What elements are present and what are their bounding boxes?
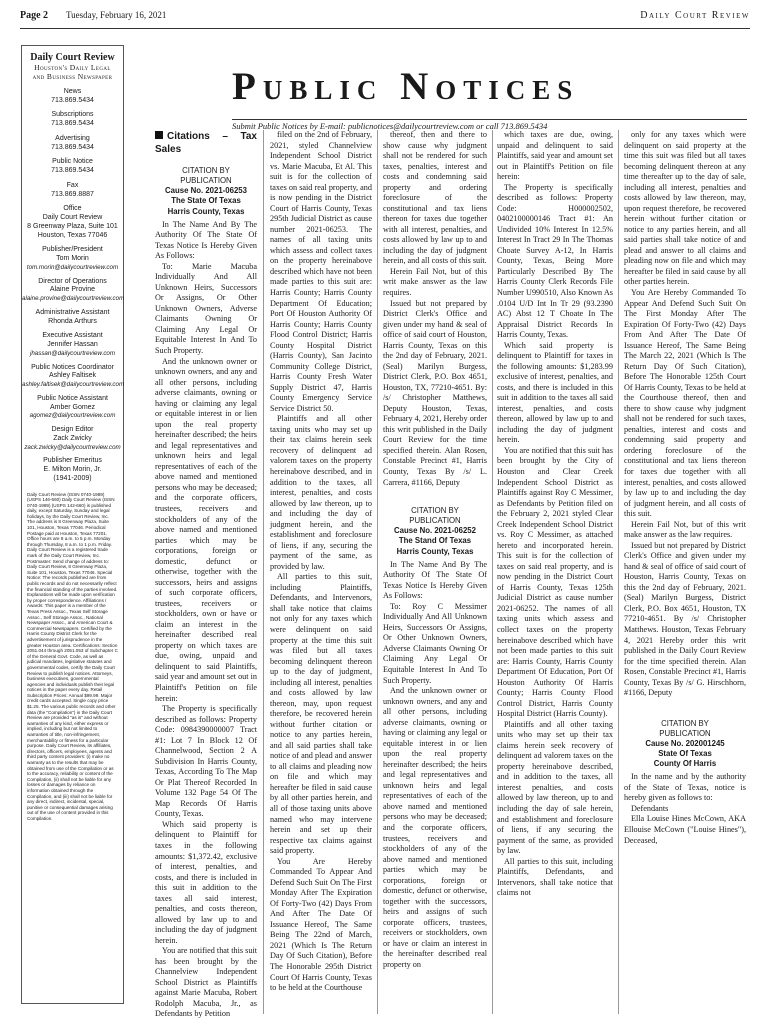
staff-role: Administrative Assistant: [35, 308, 110, 316]
notice-paragraph: All parties to this suit, including Plaintiffs, Defendants, and Intervenors, shall take notice that claims not only for any taxes which were delinquent on said property at the time this suit was filed but all taxes becoming delinquent thereon up to the day of judgment, including all interest, penalties and costs allowed by law thereon, may, upon request therefore, be recovered herein without further citation or notice to any parties herein, and all said parties shall take notice of and plead and answer to all claims and pleading now on file and which may hereafter be filed in said cause by all other parties herein, and all of those taxing units above named who may intervene herein and set up their respective tax claims against said property.: [270, 572, 372, 856]
staff-name: Alaine Provine: [49, 286, 96, 294]
column-rule: [492, 130, 493, 1014]
contact-phone: 713.869.5434: [51, 167, 94, 174]
citation-line-2: PUBLICATION: [180, 176, 232, 186]
notice-paragraph: You Are Hereby Commanded To Appear And Defend Such Suit On The First Monday After The Expiration Of Forty-Two (42) Days From And After The Date Of Issuance Hereof, The Same Being The March 22, 2021 (Which Is The Return Day Of Such Citation), Before The Honorable 125th Court Of Harris County, Texas to be held at the Courthouse thereof, then and there to show cause why judgment shall not be rendered for such taxes, penalties, interest and costs and condemning said property and ordering foreclosure of the constitutional and tax liens thereon for taxes due together with all interest, penalties, and costs allowed by law up to and including the day of judgment herein, and all costs of this suit.: [624, 287, 746, 519]
notice-paragraph: Which said property is delinquent to Plaintiff for taxes in the following amounts: $1,283.99 exclusive of interest, penalties, and costs, and there is included in this suit in addition to the taxes all said interest, penalties, and costs thereon, allowed by law up to and including the day of judgment herein.: [497, 340, 613, 445]
contact-blocks: [22, 88, 123, 200]
notice-paragraph: The Property is specifically described as follows: Property Code: H000002502, 0402100000146 Tract #1: An Undivided 10% Interest In 12.5% Interest In Tract 29 In The Thomas Choate Survey A-12, In Harris County, Texas, Being More Particularly Described By The Harris County Clerk Records File Number U990510, Also Known As .0104 U/D Int In Tr 29 (93.2390 AC) Abst 12 T Choate In The Appraisal District Records In Harris County, Texas.: [497, 182, 613, 340]
staff-entry: [22, 364, 123, 389]
notice-paragraph: To: Marie Macuba Individually And All Unknown Heirs, Successors Or Assigns, Or Other Unknown Owners, Adverse Claimants Owning Or Claiming Any Legal Or Equitable Interest In And To Such Property.: [155, 261, 257, 355]
contact-block: [22, 88, 123, 106]
notice-paragraph: Issued but not prepared by District Clerk's Office and given under my hand & seal of office of said court of Houston, Harris County, Texas on this the 2nd day of February, 2021. (Seal) Marilyn Burgess, District Clerk, P.O. Box 4651, Houston, TX, 77210-4651. By: /s/ Christopher Matthews, Deputy Houston, Texas, February 4, 2021, Hereby order this writ published in the Daily Court Review for the time specified therein. Alan Rosen, Constable Precinct #1, Harris County, Texas By /s/ L. Carrera, #1166, Deputy: [383, 298, 487, 487]
emeritus-years: (1941-2009): [53, 474, 92, 482]
citation-line-2: PUBLICATION: [659, 728, 711, 738]
notice-paragraph: Plaintiffs and all other taxing units who may set up their tax claims herein seek recovery of delinquent ad valorem taxes on the property hereinabove described, and in addition to the taxes, all interest penalties, and costs allowed by law thereon, up to and including the day of sale herein, and establishment and foreclosure of liens, if any securing the payment of the same, as provided by law.: [497, 719, 613, 856]
staff-email[interactable]: agomez@dailycourtreview.com: [29, 412, 116, 420]
notice-paragraph: And the unknown owner or unknown owners, and any and all other persons, including adverse claimants, owning or having or claiming any legal or equitable interest in or lien upon the real property hereinafter described; the heirs and legal representatives and unknown heirs and legal representatives of each of the above named and mentioned persons who may be deceased; and the corporate officers, trustees, receivers and stockholders of any of the above named and mentioned parties which may be corporations, foreign or domestic, defunct or otherwise, together with the successors, heirs and assigns of such corporate officers, trustees, receivers or stockholders, own or have or claim an interest in the hereinafter described real property on: [383, 686, 487, 969]
notice-paragraph: which taxes are due, owing, unpaid and delinquent to said Plaintiffs, said year and amount set out in Plaintiff's Petition on file herein:: [497, 130, 613, 182]
notice-paragraph: Issued but not prepared by District Clerk's Office and given under my hand & seal of office of said court of Houston, Harris County, Texas on this the 2nd day of February, 2021. (Seal) Marilyn Burgess, District Clerk, P.O. Box 4651, Houston, TX 77210-4651. By /s/ Christopher Matthews. Houston, Texas February 4, 2021 Hereby order this writ published in the Daily Court Review for the time specified therein. Alan Rosen, Constable Precinct #1, Harris County, Texas By /s/ G. Hirschhorn, #1166, Deputy: [624, 540, 746, 698]
citation-header: [155, 166, 257, 217]
citation-line-5: County Of Harris: [653, 759, 717, 769]
contact-phone: 713.869.5434: [51, 120, 94, 127]
staff-name: Ashley Faltisek: [48, 372, 97, 380]
column-3-body-b: [383, 560, 487, 971]
cause-number: Cause No. 202001245: [645, 738, 725, 748]
citation-line-5: Harris County, Texas: [167, 206, 245, 216]
staff-name: Amber Gomez: [49, 403, 96, 411]
contact-label: Fax: [66, 181, 79, 189]
notice-paragraph: Herein Fail Not, but of this writ make answer as the law requires.: [383, 266, 487, 297]
notice-paragraph: The Property is specifically described as follows: Property Code: 0984390000007 Tract #1: Lot 7 In Block 12 Of Channelwood, Section 2 A Subdivision In Harris County, Texas, According To The Map Or Plat Thereof Recorded In Volume 132 Page 54 Of The Map Records Of Harris County, Texas.: [155, 704, 257, 819]
emeritus-block: [22, 457, 123, 483]
citation-line-1: CITATION BY: [411, 506, 459, 516]
office-name: Daily Court Review: [42, 214, 103, 221]
notice-paragraph: All parties to this suit, including Plaintiffs, Defendants, and Intervenors, shall take notice that claims not: [497, 856, 613, 898]
notice-paragraph: In The Name And By The Authority Of The State Of Texas Notice Is Hereby Given As Follows:: [383, 559, 487, 601]
notice-paragraph: Defendants: [631, 803, 669, 813]
citation-header: [624, 719, 746, 770]
staff-email[interactable]: zack.zwicky@dailycourtreview.com: [24, 443, 121, 451]
column-5-body-a: [624, 130, 746, 699]
notice-paragraph: Which said property is delinquent to Plaintiff for taxes in the following amounts: $1,372.42, exclusive of interest, penalties, and costs, and there is included in this suit in addition to the taxes all said interest, penalties, and costs thereon, allowed by law up to and including the day of judgment herein.: [155, 819, 257, 945]
notice-paragraph: Plaintiffs and all other taxing units who may set up their tax claims herein seek recovery of delinquent ad valorem taxes on the property hereinabove described, and in addition to the taxes, all interest, penalties, and costs allowed by law thereon, up to and including the day of judgment herein, and the establishment and foreclosure of liens, if any, securing the payment of the same, as provided by law.: [270, 414, 372, 571]
contact-block: [22, 135, 123, 153]
column-rule: [618, 130, 619, 1014]
staff-name: Jennifer Hassan: [47, 341, 98, 348]
office-city: Houston, Texas 77046: [37, 231, 108, 239]
page-title: Public Notices: [232, 65, 580, 108]
office-address: 8 Greenway Plaza, Suite 101: [27, 222, 118, 230]
staff-name: Tom Morin: [56, 255, 89, 262]
staff-email[interactable]: jhassan@dailycourtreview.com: [29, 349, 116, 357]
square-bullet-icon: [155, 131, 163, 139]
staff-role: Publisher/President: [42, 246, 103, 254]
staff-role: Design Editor: [51, 426, 94, 433]
notice-paragraph: thereof, then and there to show cause why judgment shall not be rendered for such taxes, penalties, interest and costs and condemning said property and ordering foreclosure of the constitutional and tax liens thereon for taxes due together with all interest, penalties, and costs allowed by law up to and including the day of judgment herein, and all costs of this suit.: [383, 130, 487, 266]
contact-block: [22, 182, 123, 200]
notice-paragraph: Ella Louise Hines McCown, AKA Ellouise McCown ("Louise Hines"), Deceased,: [624, 814, 746, 845]
fineprint: Daily Court Review (ISSN 0740-1989) (USPS 146-660) Daily Court Review (ISSN 0740-1989) (USPS 142-660) is published daily, except Saturday, Sunday and legal holidays, by the Daily Court Review, Inc. The address is 8 Greenway Plaza, Suite 101, Houston, Texas 77046. Periodical Postage paid at Houston, Texas 77201. Office hours are 8 a.m. to 5 p.m. Monday through Thursday, 8 a.m. to 1 p.m. Friday. Daily Court Review is a registered trade mark of the Daily Court Review, Inc. Postmaster: Send change of address to: Daily Court Review, 8 Greenway Plaza, Suite 101, Houston, Texas 77046. Special Notice: The records published are from public records and do not necessarily reflect the financial standing of the parties involved. Explanations will be made upon verification by proper correspondence. Affiliations / Awards: This paper is a member of the Texas Press Assoc., Texas Self Storage Assoc., Self Storage Assoc., National Newspaper Assoc., and American Court & Commercial Newspapers. Certified by the Harris County District Clerk for the advertisement of jurisprudence in the greater Houston area. Certifications: Section 2051.044 through 2051.053 of Subchapter C of the General Govt. Code, as well as judicial mandates, legislative statutes and governmental codes, certify the Daily Court Review to publish legal notices. Attorneys, business executives, governmental agencies and individuals publish their legal notices in the paper every day. Retail Subscription Prices: Annual $99.99. Major credit cards accepted. Single copy price $1.25. The various public records and other data (the "Compilation") in the Daily Court Review are provided "as is" and without warranties of any kind, either express or implied, including but not limited to warranties of title, non-infringement, merchantability or fitness for a particular purpose. Daily Court Review, its affiliates, directors, officers, employees, agents and third party content providers: (i) make no warranty as to the results that may be obtained from use of the Compilation or as to the accuracy, reliability or content of the Compilation, (ii) shall not be liable for any losses or damages by reliance on information obtained through the Compilation, and (iii) shall not be liable for any direct, indirect, incidental, special, punitive or consequential damages arising out of the use of content provided in this Compilation.: [27, 491, 118, 821]
staff-entry: [22, 278, 123, 303]
notice-paragraph: You Are Hereby Commanded To Appear And Defend Such Suit On The First Monday After The Expiration Of Forty-Two (42) Days From And After The Date Of Issuance Hereof, The Same Being The 22nd of March, 2021 (Which Is The Return Day Of Such Citation), Before The Honorable 295th District Court Of Harris County, Texas to be held at the Courthouse: [270, 856, 372, 993]
contact-label: Public Notice: [52, 158, 93, 166]
column-4-body: [497, 130, 613, 899]
notice-paragraph: filed on the 2nd of February, 2021, styled Channelview Independent School District vs. Marie Macuba, Et Al. This suit is for the collection of taxes on said real property, and is now pending in the District Court of Harris County, Texas 295th Judicial District as cause number 2021-06253. The names of all taxing units which assess and collect taxes on the property hereinabove described which have not been made parties to this suit are: Harris County; Harris County Department Of Education; Port Of Houston Authority Of Harris County; Harris County Flood Control District; Harris County Hospital District (Harris County), San Jacinto Community College District, Harris County Fresh Water Supply District 47, Harris County Emergency Service Service District 50.: [270, 130, 372, 413]
staff-entry: [22, 395, 123, 420]
notice-paragraph: You are notified that this suit has been brought by the City of Houston and Clear Creek Independent School District as Plaintiffs against Roy C Messimer, as Defendants by Petition filed on the February 2, 2021 styled Clear Creek Independent School District vs. Roy C Messimer, as attached hereto and incorporated herein. This suit is for the collection of taxes on said real property, and is now pending in the District Court of Harris County, Texas 125th Judicial District as cause number 2021-06252. The names of all taxing units which assess and collect taxes on the property hereinabove described which have not been made parties to this suit are: Harris County, Harris County Department Of Education, Port Of Houston Authority Of Harris County; Harris County Flood Control District, Harris County Hospital District (Harris County).: [497, 445, 613, 719]
contact-phone: 713.869.5434: [51, 96, 94, 104]
notice-paragraph: In the name and by the authority of the State of Texas, notice is hereby given as follows to:: [624, 772, 746, 803]
staff-entry: [22, 332, 123, 357]
contact-label: Advertising: [55, 134, 90, 142]
column-2-body: [270, 130, 372, 994]
section-heading-text: Citations – Tax Sales: [155, 131, 257, 155]
staff-role: Executive Assistant: [42, 332, 103, 340]
column-rule: [377, 130, 378, 1014]
staff-entry: [22, 309, 123, 327]
column-2: [270, 130, 372, 1014]
column-rule: [263, 130, 264, 1014]
masthead-subtitle: [22, 63, 123, 82]
staff-email[interactable]: alaine.provine@dailycourtreview.com: [22, 295, 125, 302]
column-4: [497, 130, 613, 1014]
column-1: [155, 130, 257, 1019]
notice-paragraph: You are notified that this suit has been brought by the Channelview Independent School District as Plaintiffs against Marie Macuba, Robert Rodolph Macuba, Jr., as Defendants by Petition: [155, 946, 257, 1019]
page-header: [20, 4, 750, 29]
notice-paragraph: To: Roy C Messimer Individually And All Unknown Heirs, Successors Or Assigns, Or Other Unknown Owners, Adverse Claimants Owning Or Claiming Any Legal Or Equitable Interest In And To Such Property.: [383, 601, 487, 685]
citation-line-1: CITATION BY: [182, 166, 230, 175]
contact-label: Subscriptions: [51, 111, 94, 119]
staff-entry: [22, 426, 123, 451]
masthead-title: Daily Court Review: [30, 52, 115, 63]
staff-entry: [22, 246, 123, 271]
masthead-subtitle-line1: Houston's Daily Legal: [34, 63, 111, 72]
staff-list: [22, 246, 123, 451]
column-5: [624, 130, 746, 1014]
staff-name: Rhonda Arthurs: [48, 317, 97, 325]
notice-paragraph: And the unknown owner or unknown owners, and any and all other persons, including adverse claimants, owning or having or claiming any legal or equitable interest in or lien upon the real property hereinafter described; the heirs and legal representatives and unknown heirs and legal representatives of each of the above named and mentioned persons who may be deceased; and the corporate officers, trustees, receivers and stockholders of any of the above named and mentioned parties which may be corporations, foreign or domestic, defunct or otherwise, together with the successors, heirs and assigns of such corporate officers, trustees, receivers or stockholders, own or have or claim an interest in the hereinafter described real property on which taxes are due, owing, unpaid and delinquent to said Plaintiffs, said year and amount set out in Plaintiff's Petition on file herein:: [155, 356, 257, 703]
citation-line-5: Harris County, Texas: [396, 546, 474, 556]
contact-phone: 713.869.5434: [51, 143, 94, 151]
emeritus-name: E. Milton Morin, Jr.: [43, 466, 102, 473]
paper-name: Daily Court Review: [640, 10, 750, 21]
office-label: Office: [63, 205, 82, 213]
column-3: [383, 130, 487, 1014]
notice-paragraph: In The Name And By The Authority Of The State Of Texas Notice Is Hereby Given As Follows:: [155, 219, 257, 261]
notice-paragraph: only for any taxes which were delinquent on said property at the time this suit was filed but all taxes becoming delinquent thereon at any time thereafter up to the day of sale, including all interest, penalties and costs allowed by law thereon, may, upon request therefore, be recovered herein without further citation or notice to any parties herein, and all said parties shall take notice of and plead and answer to all claims and pleading now on file and which may hereafter be filed in said cause by all other parties herein.: [624, 130, 746, 287]
citation-line-1: CITATION BY: [661, 718, 709, 728]
cause-number: Cause No. 2021-06253: [165, 186, 247, 196]
staff-email[interactable]: tom.morin@dailycourtreview.com: [26, 263, 119, 271]
submit-line: Submit Public Notices by E-mail: publicnotices@dailycourtreview.com or call 713.869.5434: [232, 119, 747, 131]
column-1-body: [155, 220, 257, 1020]
emeritus-role: Publisher Emeritus: [43, 457, 102, 465]
contact-phone: 713.869.8887: [51, 190, 94, 198]
contact-block: [22, 111, 123, 129]
citation-header: [383, 506, 487, 557]
column-3-body-a: [383, 130, 487, 488]
staff-role: Public Notices Coordinator: [31, 363, 114, 371]
masthead-subtitle-line2: and Business Newspaper: [32, 72, 113, 82]
page-number: Page 2: [20, 10, 49, 21]
column-5-body-b: [624, 772, 746, 846]
staff-email[interactable]: ashley.faltisek@dailycourtreview.com: [22, 381, 125, 388]
citation-line-4: The State Of Texas: [171, 196, 241, 206]
contact-label: News: [63, 87, 82, 95]
office-block: [22, 205, 123, 240]
cause-number: Cause No. 2021-06252: [394, 526, 476, 536]
citation-line-2: PUBLICATION: [409, 516, 461, 526]
citation-line-4: State Of Texas: [658, 749, 712, 759]
staff-name: Zack Zwicky: [53, 434, 92, 442]
staff-role: Director of Operations: [38, 277, 107, 285]
citation-line-4: The Stand Of Texas: [398, 536, 472, 546]
masthead-sidebar: [21, 45, 124, 1004]
notice-paragraph: Herein Fail Not, but of this writ make answer as the law requires.: [624, 519, 746, 540]
issue-date: Tuesday, February 16, 2021: [66, 10, 167, 20]
contact-block: [22, 158, 123, 176]
staff-role: Public Notice Assistant: [37, 394, 108, 402]
section-heading: [155, 131, 257, 156]
